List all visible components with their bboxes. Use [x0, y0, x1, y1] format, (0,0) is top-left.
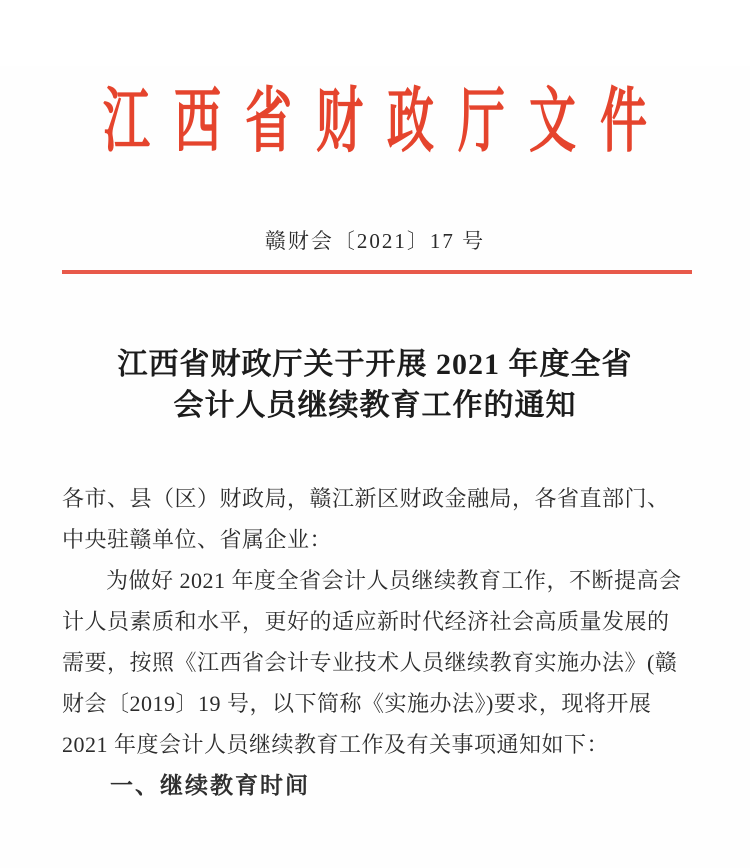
document-body	[0, 478, 750, 806]
notice-title-line-1: 江西省财政厅关于开展 2021 年度全省	[117, 348, 633, 381]
body-line-2: 计人员素质和水平，更好的适应新时代经济社会高质量发展的	[62, 609, 670, 634]
red-divider-line	[62, 270, 692, 274]
section-heading-continuing-education-time: 一、继续教育时间	[110, 772, 310, 798]
document-page	[0, 66, 750, 868]
body-line-3: 需要，按照《江西省会计专业技术人员继续教育实施办法》(赣	[62, 650, 678, 675]
agency-banner-title: 江西省财政厅文件	[103, 82, 671, 161]
notice-title-line-2: 会计人员继续教育工作的通知	[173, 389, 577, 422]
body-line-1: 为做好 2021 年度全省会计人员继续教育工作，不断提高会	[106, 568, 682, 593]
document-number: 赣财会〔2021〕17 号	[264, 229, 486, 253]
recipient-line-2: 中央驻赣单位、省属企业：	[62, 527, 333, 552]
agency-banner	[0, 66, 750, 164]
body-line-4: 财会〔2019〕19 号，以下简称《实施办法》)要求，现将开展	[62, 691, 652, 716]
recipient-line-1: 各市、县（区）财政局，赣江新区财政金融局，各省直部门、	[62, 486, 670, 511]
body-line-5: 2021 年度会计人员继续教育工作及有关事项通知如下：	[62, 732, 610, 757]
notice-title	[0, 344, 750, 426]
